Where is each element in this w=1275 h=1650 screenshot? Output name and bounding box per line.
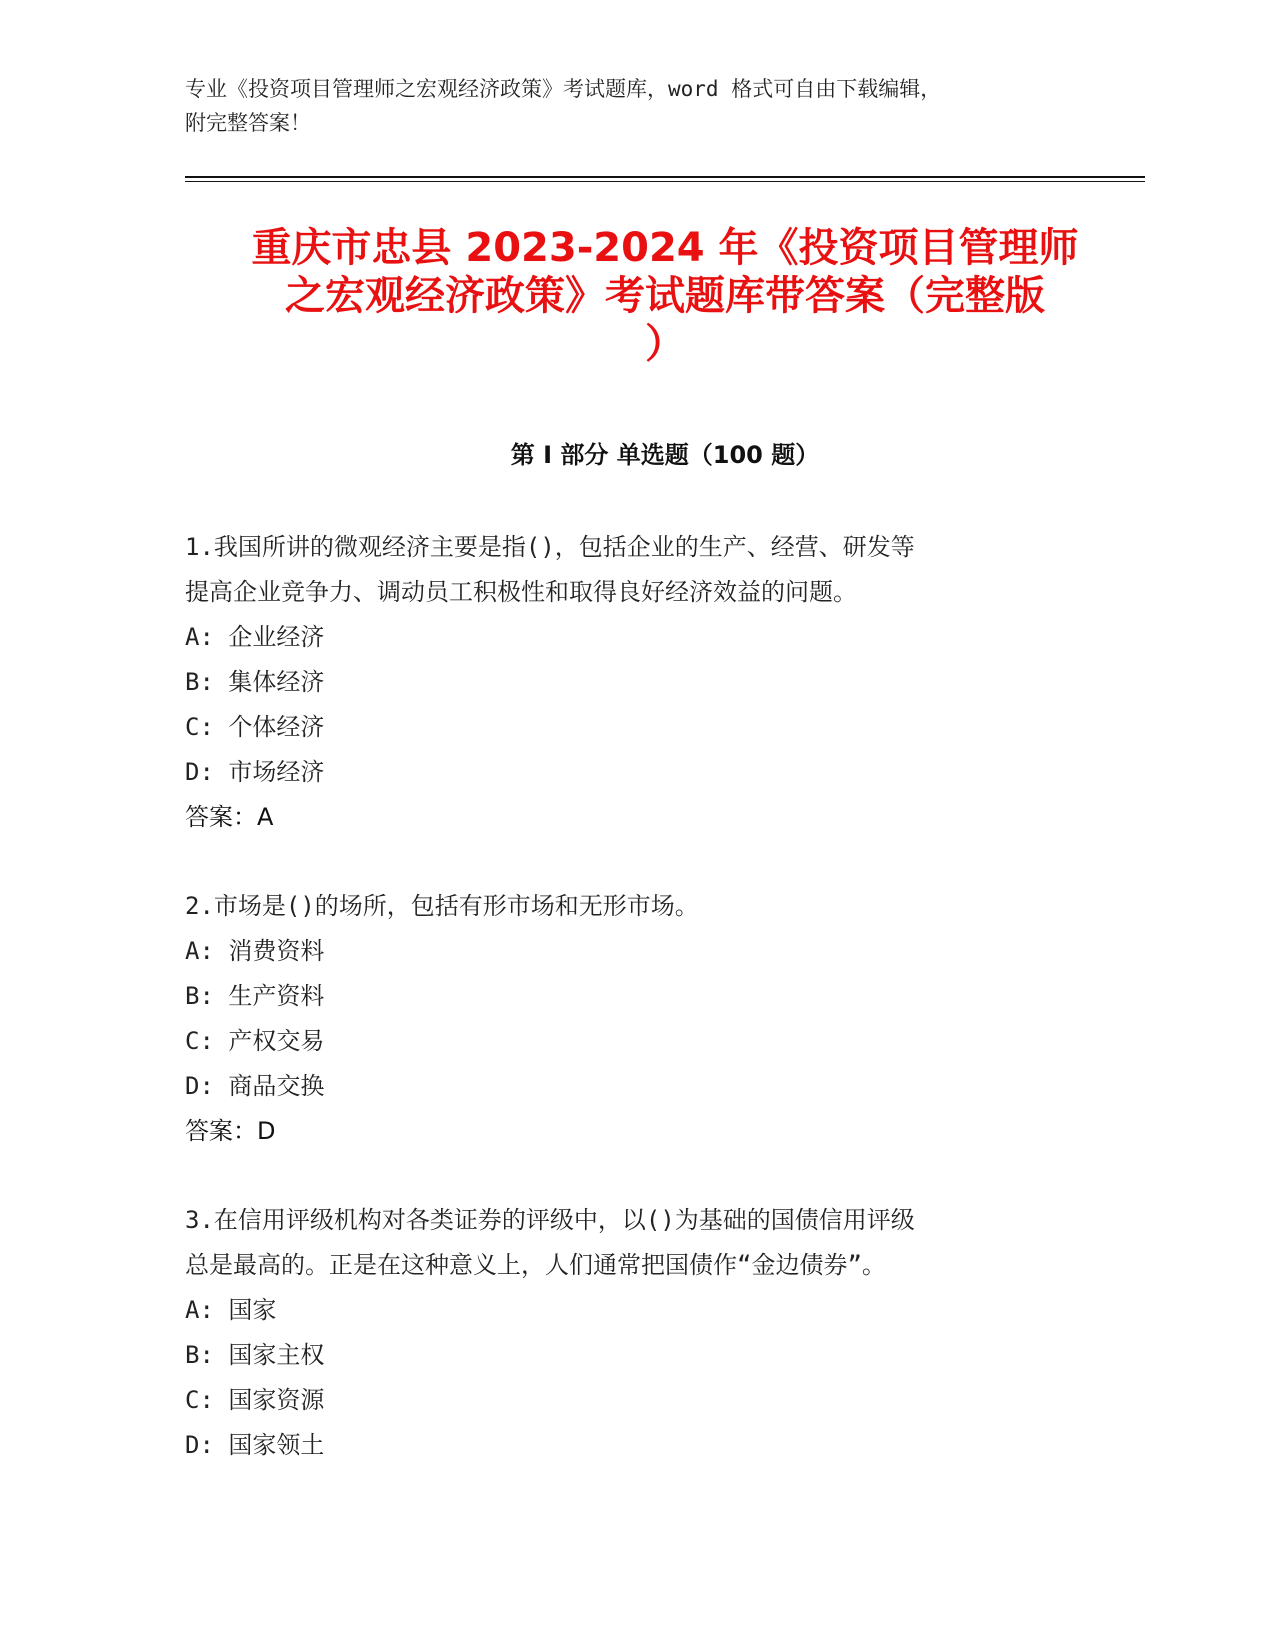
question-3-text-line-1: 3.在信用评级机构对各类证券的评级中，以()为基础的国债信用评级 xyxy=(185,1206,915,1234)
question-2-text-line-1: 2.市场是()的场所，包括有形市场和无形市场。 xyxy=(185,892,699,920)
question-1-text-line-2: 提高企业竞争力、调动员工积极性和取得良好经济效益的问题。 xyxy=(185,578,857,606)
question-3-option-c: C: 国家资源 xyxy=(185,1386,325,1414)
question-2 xyxy=(185,884,1085,1154)
header-note-line-2: 附完整答案！ xyxy=(185,111,311,135)
question-1-answer: 答案：A xyxy=(185,803,274,831)
question-1-option-d: D: 市场经济 xyxy=(185,758,325,786)
document-title xyxy=(185,224,1145,368)
header-note xyxy=(185,72,1085,140)
header-note-line-1: 专业《投资项目管理师之宏观经济政策》考试题库，word 格式可自由下载编辑， xyxy=(185,77,942,101)
question-3-option-a: A: 国家 xyxy=(185,1296,277,1324)
header-rule-thin xyxy=(185,181,1145,182)
question-1-option-a: A: 企业经济 xyxy=(185,623,325,651)
question-3-option-d: D: 国家领土 xyxy=(185,1431,325,1459)
question-2-option-b: B: 生产资料 xyxy=(185,982,325,1010)
section-title: 第 I 部分 单选题（100 题） xyxy=(510,441,820,469)
document-title-line-2: 之宏观经济政策》考试题库带答案（完整版 xyxy=(285,273,1045,319)
header-rule-thick xyxy=(185,176,1145,178)
question-1-text-line-1: 1.我国所讲的微观经济主要是指()，包括企业的生产、经营、研发等 xyxy=(185,533,915,561)
question-1-option-b: B: 集体经济 xyxy=(185,668,325,696)
question-2-option-d: D: 商品交换 xyxy=(185,1072,325,1100)
question-list xyxy=(185,525,1085,1512)
question-2-option-a: A: 消费资料 xyxy=(185,937,325,965)
document-title-line-1: 重庆市忠县 2023-2024 年《投资项目管理师 xyxy=(251,225,1079,271)
question-3-option-b: B: 国家主权 xyxy=(185,1341,325,1369)
question-1-option-c: C: 个体经济 xyxy=(185,713,325,741)
document-title-line-3: ） xyxy=(645,321,685,367)
question-1 xyxy=(185,525,1085,840)
question-3-text-line-2: 总是最高的。正是在这种意义上，人们通常把国债作“金边债券”。 xyxy=(185,1251,886,1279)
question-3 xyxy=(185,1198,1085,1468)
question-2-answer: 答案：D xyxy=(185,1117,276,1145)
question-2-option-c: C: 产权交易 xyxy=(185,1027,325,1055)
